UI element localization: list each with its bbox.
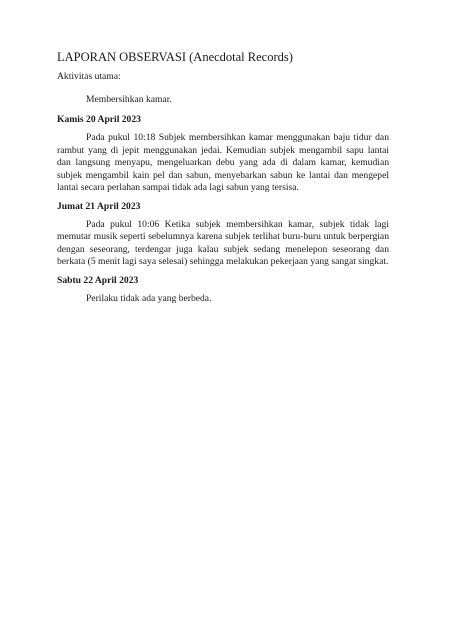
entry-text: Pada pukul 10:06 Ketika subjek membersihkan kamar, subjek tidak lagi memutar musik seperti sebelumnya karena subjek terlihat buru-buru untuk berpergian dengan seseorang, terdengar juga kalau subjek sedang menelepon seseorang dan berkata (5 menit lagi saya selesai) sehingga melakukan pekerjaan yang sangat singkat. (57, 218, 389, 267)
entry-thursday (57, 114, 389, 195)
entry-date: Sabtu 22 April 2023 (57, 274, 139, 286)
activity-label: Aktivitas utama: (57, 71, 121, 82)
document-content (57, 50, 389, 311)
entry-text: Perilaku tidak ada yang berbeda. (86, 292, 212, 304)
entry-date: Jumat 21 April 2023 (57, 200, 141, 212)
entry-friday (57, 201, 389, 269)
entry-text: Pada pukul 10:18 Subjek membersihkan kamar menggunakan baju tidur dan rambut yang di jepit menggunakan jedai. Kemudian subjek mengambil sapu lantai dan langsung menyapu, mengeluarkan debu yang ada di dalam kamar, kemudian subjek mengambil kain pel dan sabun, menyebarkan sabun ke lantai dan mengepel lantai secara perlahan sampai tidak ada lagi sabun yang tersisa. (57, 132, 389, 193)
document-title: LAPORAN OBSERVASI (Anecdotal Records) (57, 50, 293, 64)
entry-date: Kamis 20 April 2023 (57, 114, 141, 125)
entry-saturday (57, 275, 389, 306)
activity-value: Membersihkan kamar. (86, 93, 172, 105)
